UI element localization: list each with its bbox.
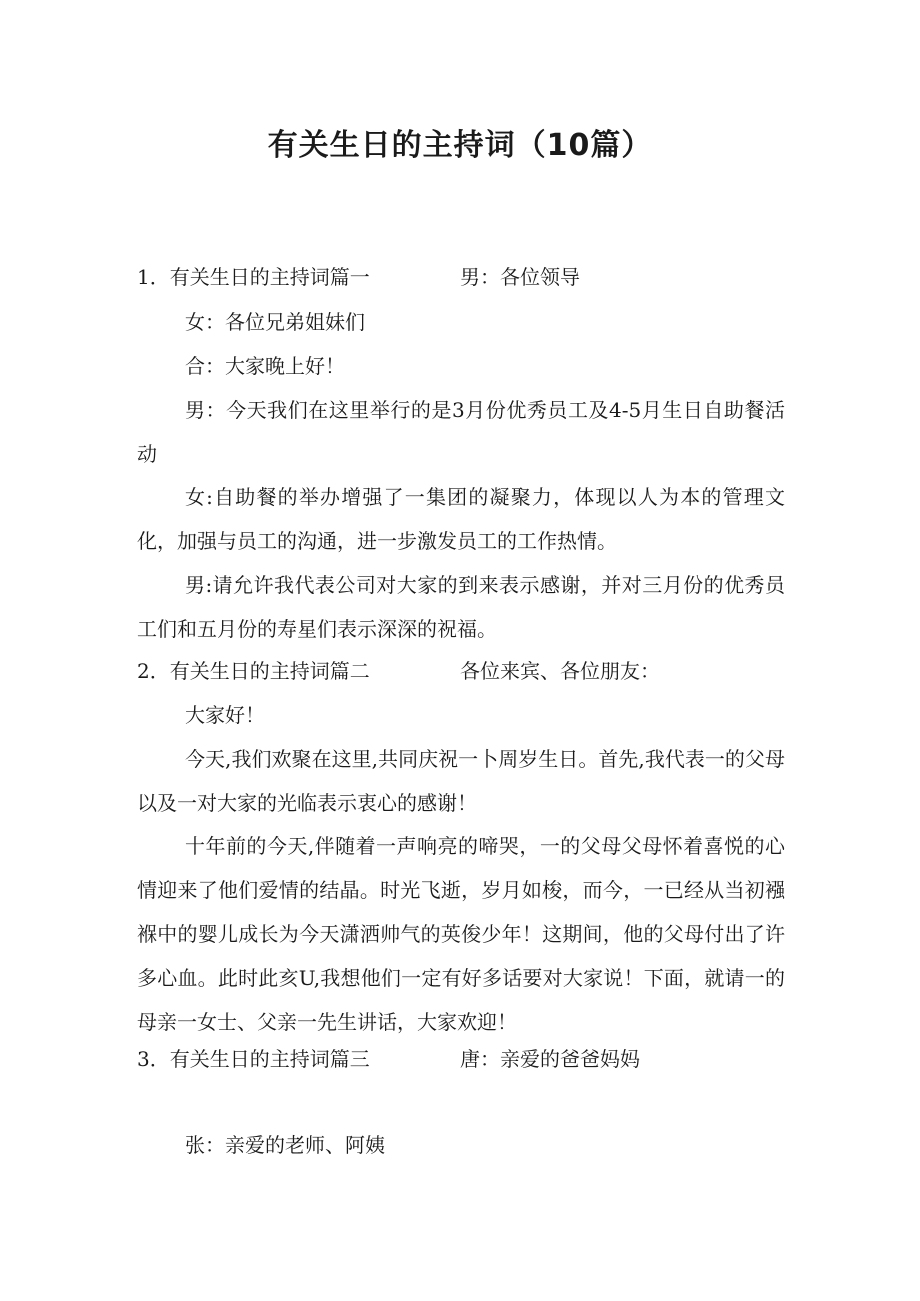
paragraph: 男:请允许我代表公司对大家的到来表示感谢，并对三月份的优秀员工们和五月份的寿星们表示深深的祝福。 bbox=[137, 573, 785, 641]
text-line: 合：大家晚上好！ bbox=[185, 354, 345, 378]
paragraph: 女:自助餐的举办增强了一集团的凝聚力，体现以人为本的管理文化，加强与员工的沟通，进一步激发员工的工作热情。 bbox=[137, 485, 785, 553]
text-line: 张：亲爱的老师、阿姨 bbox=[185, 1133, 385, 1157]
section-heading: 2．有关生日的主持词篇二 bbox=[137, 659, 370, 683]
paragraph: 十年前的今天,伴随着一声响亮的啼哭，一的父母父母怀着喜悦的心情迎来了他们爱情的结晶。时光飞逝，岁月如梭，而今，一已经从当初襁褓中的婴儿成长为今天潇洒帅气的英俊少年！这期间，他的父母付出了许多心血。此时此亥U,我想他们一定有好多话要对大家说！下面，就请一的母亲一女士、父亲一先生讲话，大家欢迎！ bbox=[137, 834, 785, 1034]
paragraph: 今天,我们欢聚在这里,共同庆祝一卜周岁生日。首先,我代表一的父母以及一对大家的光临表示衷心的感谢！ bbox=[137, 747, 785, 815]
text-line: 大家好！ bbox=[185, 703, 265, 727]
section-heading-row bbox=[137, 262, 785, 292]
section-heading: 1．有关生日的主持词篇一 bbox=[137, 265, 370, 289]
section-heading-row bbox=[137, 1044, 785, 1074]
section-first-line: 唐：亲爱的爸爸妈妈 bbox=[460, 1047, 640, 1071]
section-first-line: 各位来宾、各位朋友： bbox=[460, 659, 660, 683]
section-heading-row bbox=[137, 656, 785, 686]
section-first-line: 男：各位领导 bbox=[460, 265, 580, 289]
paragraph: 男：今天我们在这里举行的是3月份优秀员工及4-5月生日自助餐活动 bbox=[137, 398, 785, 466]
document-title: 有关生日的主持词（10篇） bbox=[267, 128, 653, 163]
section-heading: 3．有关生日的主持词篇三 bbox=[137, 1047, 370, 1071]
text-line: 女：各位兄弟姐妹们 bbox=[185, 310, 365, 334]
